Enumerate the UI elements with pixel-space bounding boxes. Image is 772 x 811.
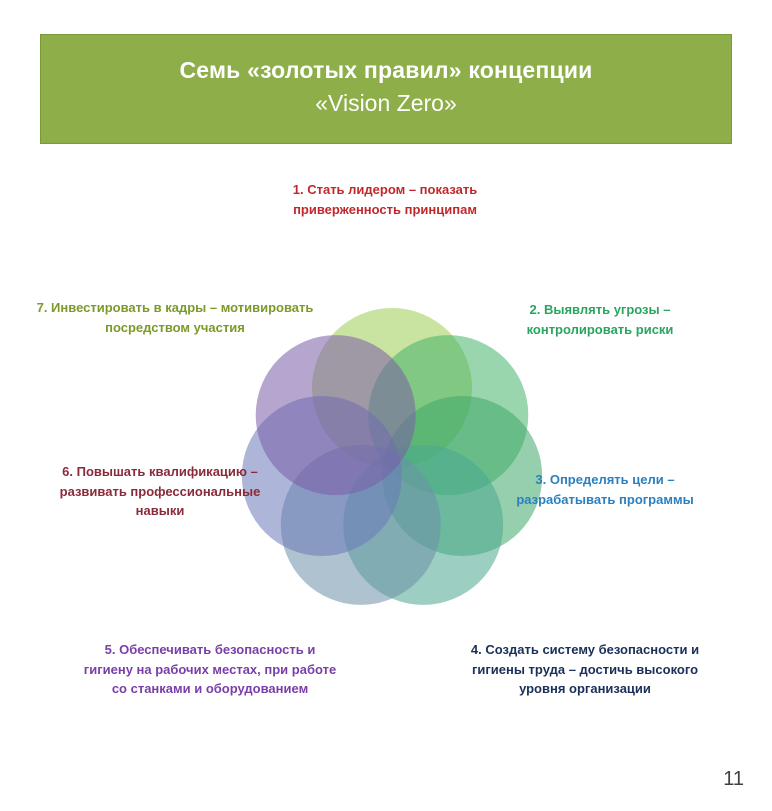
page-number: 11 [723, 768, 744, 790]
rule-3-label: 3. Определять цели – разрабатывать программы [516, 472, 694, 507]
rule-4-label: 4. Создать систему безопасности и гигиены труда – достичь высокого уровня организации [470, 642, 700, 696]
rule-6-label: 6. Повышать квалификацию – развивать профессиональные навыки [59, 464, 261, 518]
title-heading: Семь «золотых правил» концепции [179, 57, 593, 83]
rule-1-label: 1. Стать лидером – показать приверженность принципам [292, 182, 478, 217]
rule-5-label: 5. Обеспечивать безопасность и гигиену на рабочих местах, при работе со станками и оборудованием [83, 642, 337, 696]
title-subheading: «Vision Zero» [315, 90, 457, 116]
rule-2-label: 2. Выявлять угрозы – контролировать риски [526, 302, 674, 337]
rule-7-label: 7. Инвестировать в кадры – мотивировать посредством участия [36, 300, 314, 335]
